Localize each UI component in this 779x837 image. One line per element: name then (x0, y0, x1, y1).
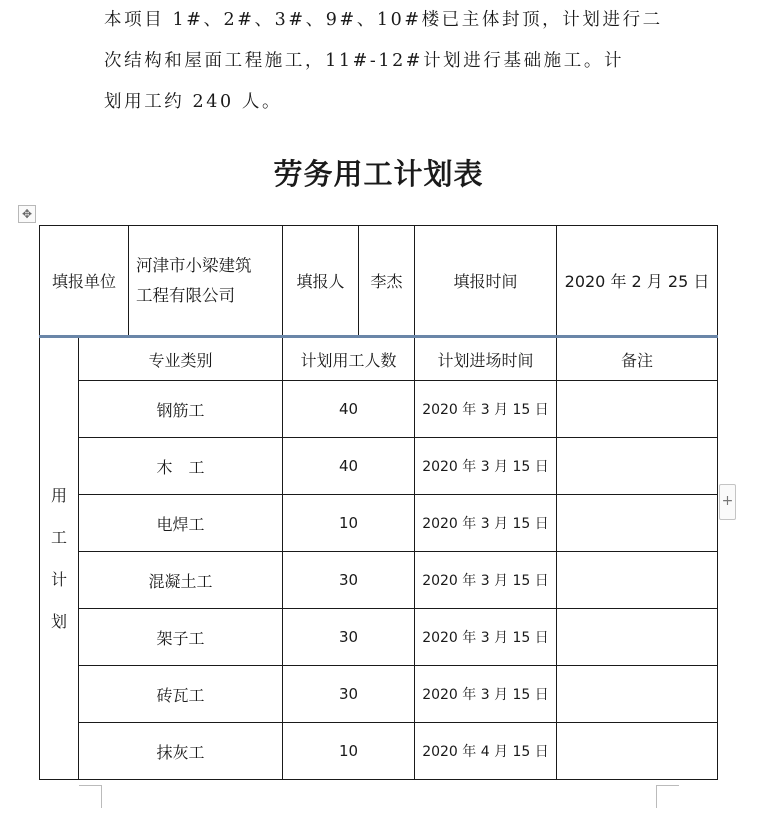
time-label[interactable]: 填报时间 (415, 226, 557, 337)
table-row (40, 495, 718, 552)
column-header-trade[interactable]: 专业类别 (79, 337, 283, 381)
count-cell[interactable]: 10 (283, 723, 415, 780)
table-row (40, 438, 718, 495)
date-cell[interactable]: 2020 年 3 月 15 日 (415, 552, 557, 609)
trade-cell[interactable]: 混凝土工 (79, 552, 283, 609)
reporter-label[interactable]: 填报人 (283, 226, 359, 337)
page-corner-mark (656, 785, 679, 808)
unit-value-line: 工程有限公司 (136, 285, 235, 305)
reporter-value[interactable]: 李杰 (359, 226, 415, 337)
page-corner-mark (79, 785, 102, 808)
unit-value-line: 河津市小梁建筑 (136, 255, 252, 275)
date-cell[interactable]: 2020 年 3 月 15 日 (415, 381, 557, 438)
column-header-row (40, 337, 718, 381)
section-label-char: 用 (50, 485, 67, 505)
intro-paragraph (104, 0, 664, 123)
section-label-char: 计 (50, 569, 67, 589)
note-cell[interactable] (557, 381, 718, 438)
labor-plan-table (39, 225, 718, 780)
note-cell[interactable] (557, 723, 718, 780)
column-header-note[interactable]: 备注 (557, 337, 718, 381)
column-header-count[interactable]: 计划用工人数 (283, 337, 415, 381)
trade-cell[interactable]: 砖瓦工 (79, 666, 283, 723)
table-row (40, 552, 718, 609)
count-cell[interactable]: 40 (283, 438, 415, 495)
unit-label[interactable]: 填报单位 (40, 226, 129, 337)
date-cell[interactable]: 2020 年 4 月 15 日 (415, 723, 557, 780)
plus-icon[interactable]: + (719, 484, 736, 520)
count-cell[interactable]: 30 (283, 609, 415, 666)
note-cell[interactable] (557, 495, 718, 552)
trade-cell[interactable]: 木 工 (79, 438, 283, 495)
trade-cell[interactable]: 架子工 (79, 609, 283, 666)
date-cell[interactable]: 2020 年 3 月 15 日 (415, 495, 557, 552)
trade-cell[interactable]: 电焊工 (79, 495, 283, 552)
paragraph-line: 划用工约 240 人。 (104, 92, 283, 112)
count-cell[interactable]: 30 (283, 666, 415, 723)
count-cell[interactable]: 30 (283, 552, 415, 609)
table-title: 劳务用工计划表 (273, 157, 484, 191)
section-label-char: 划 (50, 611, 67, 631)
date-cell[interactable]: 2020 年 3 月 15 日 (415, 609, 557, 666)
count-cell[interactable]: 10 (283, 495, 415, 552)
unit-value[interactable] (129, 226, 283, 337)
date-cell[interactable]: 2020 年 3 月 15 日 (415, 438, 557, 495)
paragraph-line: 次结构和屋面工程施工，11#-12#计划进行基础施工。计 (104, 51, 625, 71)
section-label[interactable] (40, 337, 79, 780)
table-row (40, 723, 718, 780)
table-row (40, 609, 718, 666)
trade-cell[interactable]: 钢筋工 (79, 381, 283, 438)
note-cell[interactable] (557, 666, 718, 723)
note-cell[interactable] (557, 552, 718, 609)
paragraph-line: 本项目 1#、2#、3#、9#、10#楼已主体封顶，计划进行二 (104, 10, 663, 30)
note-cell[interactable] (557, 438, 718, 495)
move-icon[interactable]: ✥ (18, 205, 36, 223)
table-row (40, 666, 718, 723)
table-row (40, 381, 718, 438)
trade-cell[interactable]: 抹灰工 (79, 723, 283, 780)
header-row (40, 226, 718, 337)
note-cell[interactable] (557, 609, 718, 666)
column-header-date[interactable]: 计划进场时间 (415, 337, 557, 381)
date-cell[interactable]: 2020 年 3 月 15 日 (415, 666, 557, 723)
count-cell[interactable]: 40 (283, 381, 415, 438)
section-label-char: 工 (50, 527, 67, 547)
time-value[interactable]: 2020 年 2 月 25 日 (557, 226, 718, 337)
